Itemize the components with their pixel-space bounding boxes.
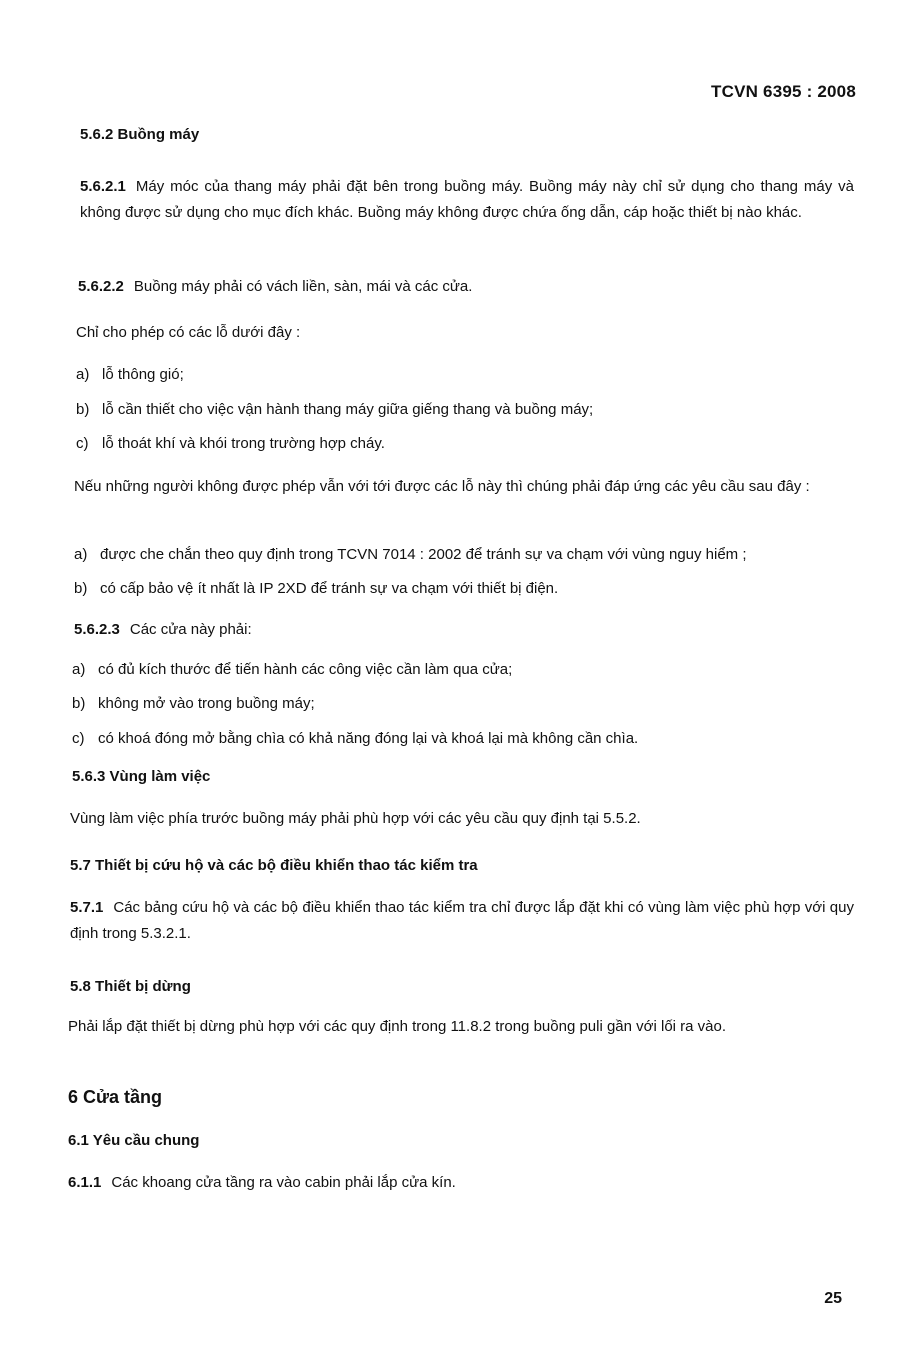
document-header: TCVN 6395 : 2008 (711, 82, 856, 101)
paragraph-5-6-3: Vùng làm việc phía trước buồng máy phải phù hợp với các yêu cầu quy định tại 5.5.2. (70, 810, 641, 827)
clause-number: 5.6.2.2 (78, 278, 124, 295)
list-text: lỗ cần thiết cho việc vận hành thang máy giữa giếng thang và buồng máy; (102, 401, 594, 418)
list-label: c) (72, 730, 85, 747)
list-item (74, 576, 854, 602)
clause-text: Các cửa này phải: (129, 621, 252, 638)
list-label: b) (76, 401, 90, 418)
list-label: a) (74, 546, 88, 563)
page-number: 25 (824, 1290, 842, 1307)
clause-text: Buồng máy phải có vách liền, sàn, mái và các cửa. (133, 278, 473, 295)
clause-number: 5.7.1 (70, 899, 104, 916)
list-item (74, 542, 854, 568)
list-item (72, 657, 854, 683)
paragraph-5-7-1 (70, 895, 854, 947)
list-label: b) (72, 695, 86, 712)
list-item (76, 431, 854, 457)
list-text: lỗ thoát khí và khói trong trường hợp cháy. (102, 435, 385, 452)
openings-intro: Chỉ cho phép có các lỗ dưới đây : (76, 324, 301, 341)
paragraph-5-6-2-3 (74, 617, 854, 643)
clause-text: Máy móc của thang máy phải đặt bên trong buồng máy. Buồng máy này chỉ sử dụng cho thang máy và không được sử dụng cho mục đích khác. Buồng máy không được chứa ống dẫn, cáp hoặc thiết bị nào khác. (80, 178, 854, 221)
paragraph-5-6-2-2 (78, 274, 854, 300)
paragraph-6-1-1 (68, 1170, 854, 1196)
heading-5-7: 5.7 Thiết bị cứu hộ và các bộ điều khiển thao tác kiểm tra (70, 857, 478, 874)
list-text: không mở vào trong buồng máy; (98, 695, 315, 712)
list-item (72, 726, 854, 752)
heading-5-6-2: 5.6.2 Buồng máy (80, 126, 200, 143)
clause-number: 6.1.1 (68, 1174, 102, 1191)
access-intro: Nếu những người không được phép vẫn với tới được các lỗ này thì chúng phải đáp ứng các yêu cầu sau đây : (74, 478, 810, 495)
heading-5-6-3: 5.6.3 Vùng làm việc (72, 768, 211, 785)
list-text: có cấp bảo vệ ít nhất là IP 2XD để tránh sự va chạm với thiết bị điện. (100, 580, 559, 597)
list-text: lỗ thông gió; (102, 366, 184, 383)
clause-number: 5.6.2.3 (74, 621, 120, 638)
list-text: được che chắn theo quy định trong TCVN 7014 : 2002 để tránh sự va chạm với vùng nguy hiểm ; (100, 546, 747, 563)
heading-5-8: 5.8 Thiết bị dừng (70, 978, 191, 995)
list-label: b) (74, 580, 88, 597)
paragraph-5-6-2-1 (80, 174, 854, 226)
clause-text: Các khoang cửa tầng ra vào cabin phải lắp cửa kín. (111, 1174, 456, 1191)
list-label: a) (76, 366, 90, 383)
list-text: có đủ kích thước để tiến hành các công việc cần làm qua cửa; (98, 661, 513, 678)
heading-6-1: 6.1 Yêu cầu chung (68, 1132, 200, 1149)
list-label: c) (76, 435, 89, 452)
paragraph-5-8: Phải lắp đặt thiết bị dừng phù hợp với các quy định trong 11.8.2 trong buồng puli gần với lối ra vào. (68, 1018, 727, 1035)
list-text: có khoá đóng mở bằng chìa có khả năng đóng lại và khoá lại mà không cần chìa. (98, 730, 639, 747)
list-item (72, 691, 854, 717)
list-item (76, 362, 854, 388)
list-label: a) (72, 661, 86, 678)
clause-number: 5.6.2.1 (80, 178, 126, 195)
list-item (76, 397, 854, 423)
clause-text: Các bảng cứu hộ và các bộ điều khiển thao tác kiểm tra chỉ được lắp đặt khi có vùng làm việc phù hợp với quy định trong 5.3.2.1. (70, 899, 854, 942)
heading-6: 6 Cửa tầng (68, 1087, 163, 1107)
